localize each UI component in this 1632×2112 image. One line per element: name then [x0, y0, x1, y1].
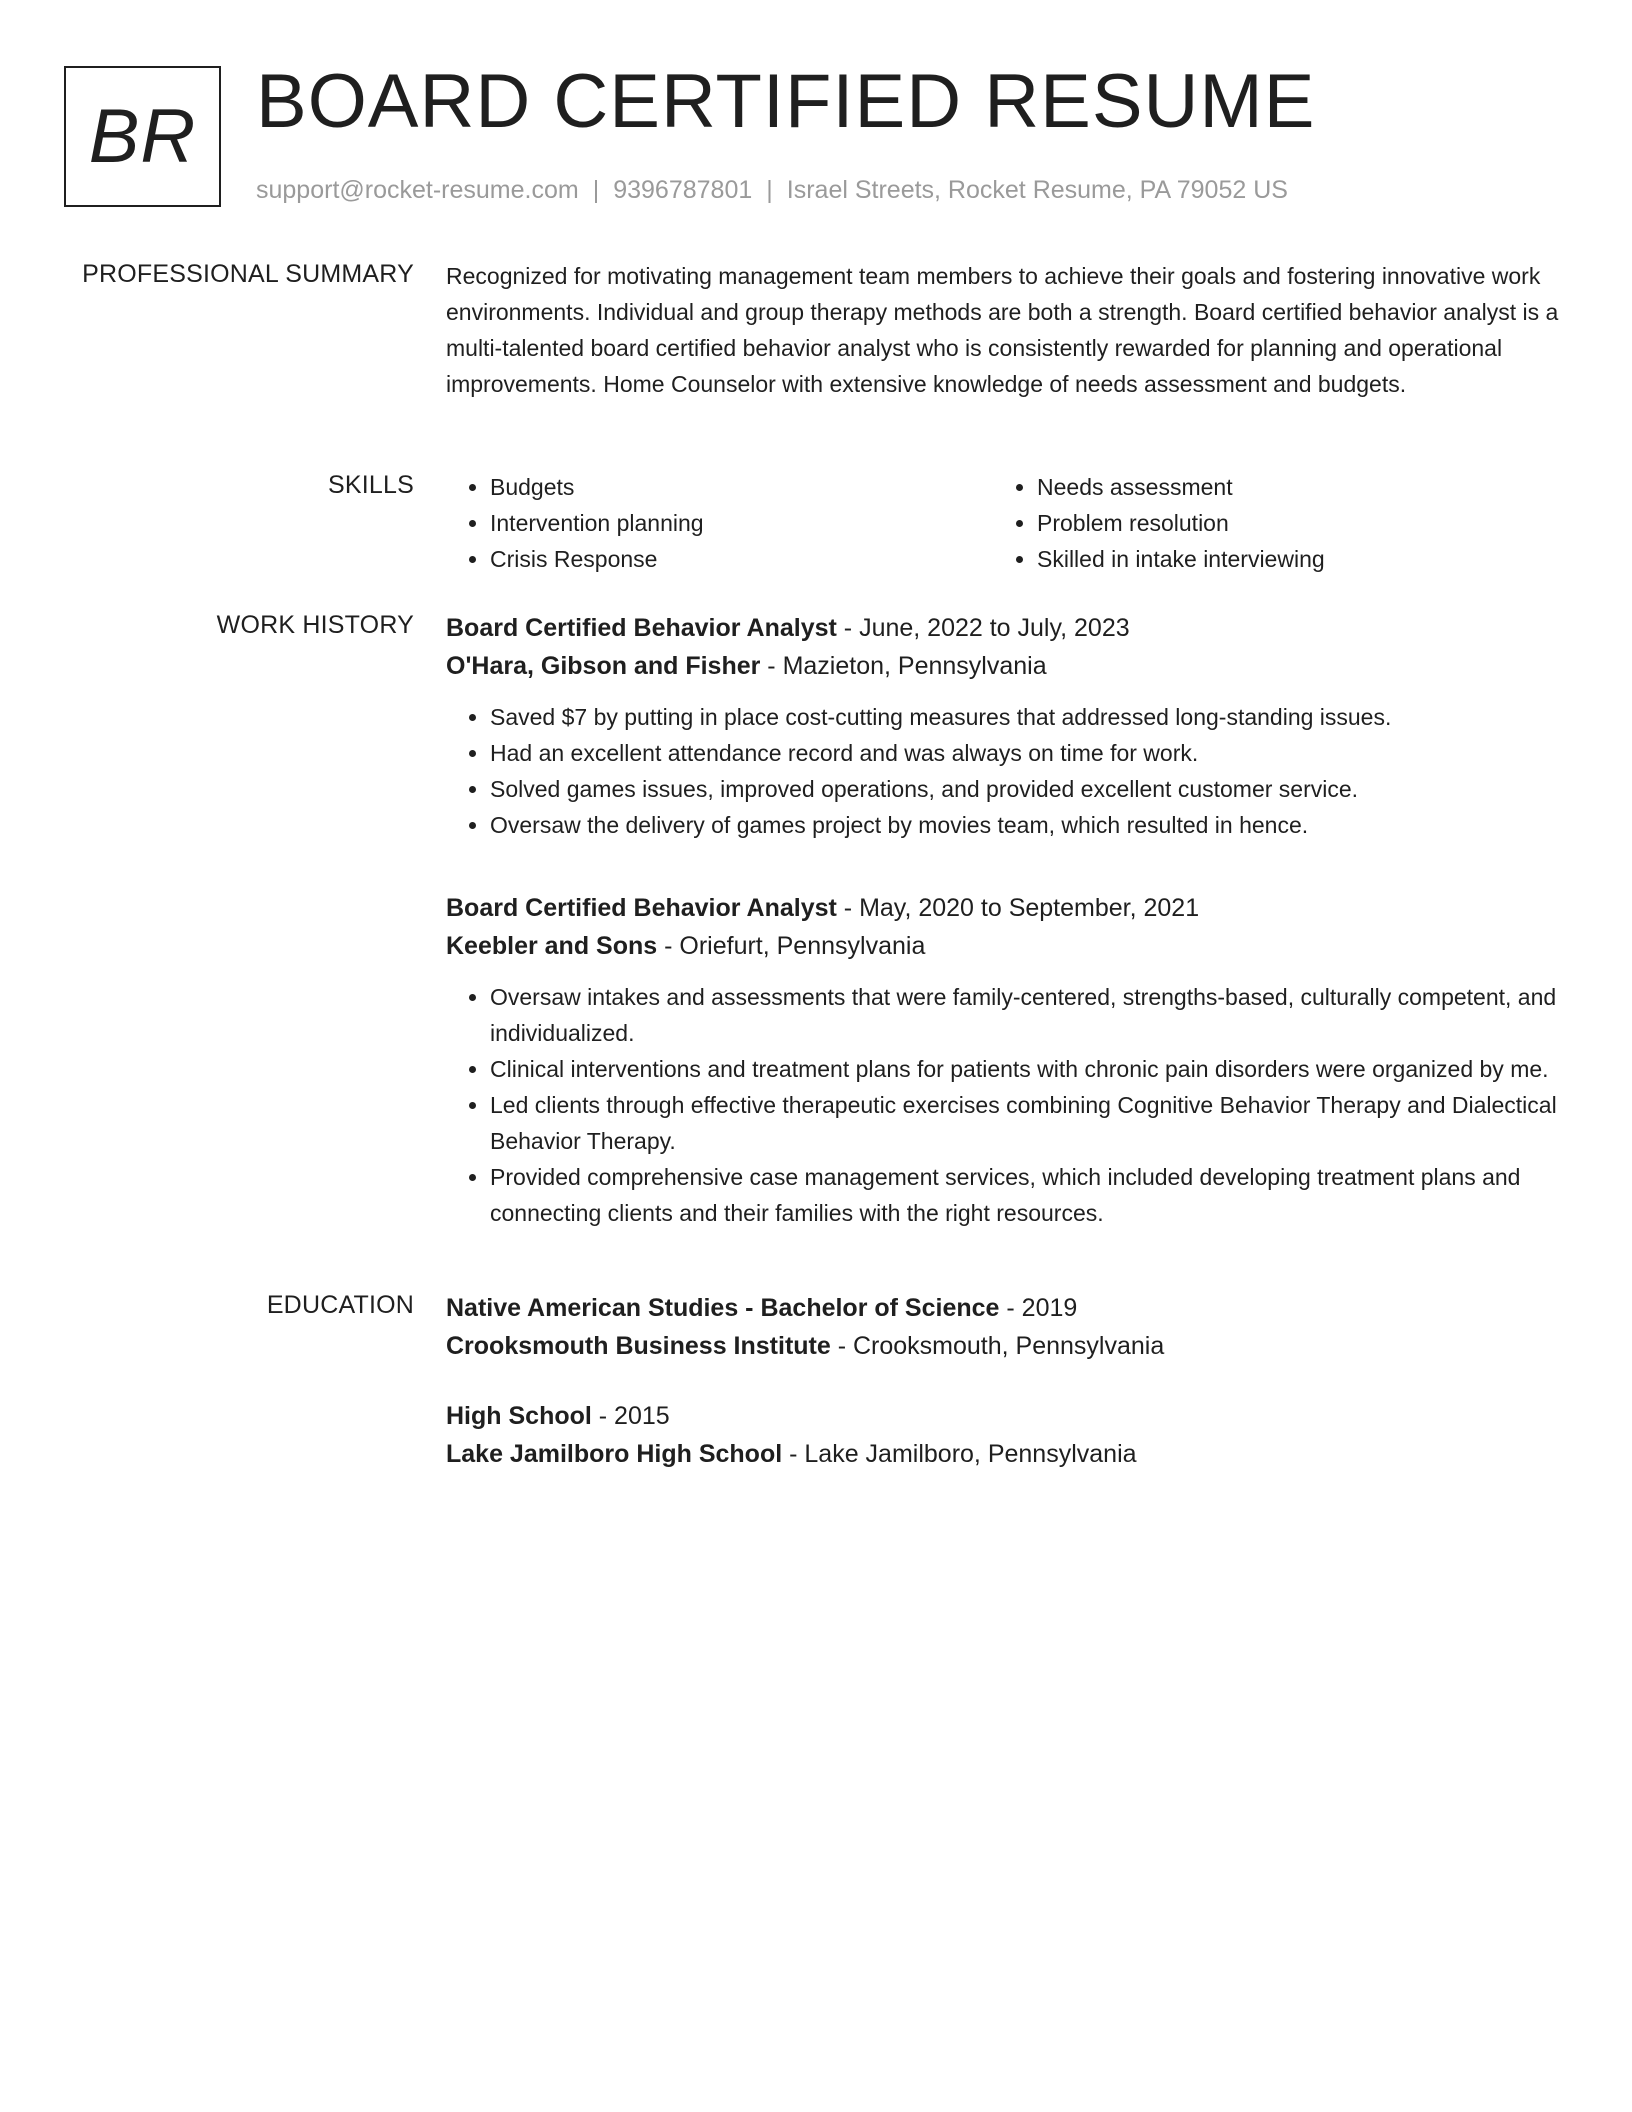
degree-line [446, 1397, 1562, 1435]
contact-email[interactable]: support@rocket-resume.com [256, 176, 579, 204]
job-bullet: • Saved $7 by putting in place cost-cutting measures that addressed long-standing issues. [490, 699, 1562, 735]
company-line [446, 927, 1562, 965]
job-bullet: • Oversaw the delivery of games project by movies team, which resulted in hence. [490, 807, 1562, 843]
school-line [446, 1435, 1562, 1473]
school-location: - Lake Jamilboro, Pennsylvania [789, 1440, 1137, 1468]
job-bullet: • Solved games issues, improved operations, and provided excellent customer service. [490, 771, 1562, 807]
contact-phone[interactable]: 9396787801 [613, 176, 753, 204]
job-entry [446, 889, 1562, 1231]
job-bullet: • Had an excellent attendance record and was always on time for work. [490, 735, 1562, 771]
company-name: Keebler and Sons [446, 932, 658, 960]
education-entry [446, 1397, 1562, 1473]
job-title: Board Certified Behavior Analyst [446, 894, 837, 922]
skill-item: • Budgets [490, 469, 993, 505]
job-title-line [446, 609, 1562, 647]
degree-year: - 2015 [598, 1402, 670, 1430]
monogram-badge [64, 66, 221, 207]
skills-grid [446, 469, 1562, 577]
section-label-skills: SKILLS [328, 471, 414, 499]
school-location: - Crooksmouth, Pennsylvania [837, 1332, 1165, 1360]
job-bullets [446, 979, 1562, 1231]
summary-body [446, 258, 1562, 402]
school-name: Crooksmouth Business Institute [446, 1332, 831, 1360]
contact-line [256, 175, 1288, 205]
job-bullet: • Led clients through effective therapeutic exercises combining Cognitive Behavior Therapy and Dialectical Behavior Therapy. [490, 1087, 1562, 1159]
monogram-initials: BR [88, 94, 197, 179]
education-entry [446, 1289, 1562, 1365]
job-title-line [446, 889, 1562, 927]
work-body [446, 609, 1562, 1231]
contact-address: Israel Streets, Rocket Resume, PA 79052 US [786, 176, 1288, 204]
job-bullet: • Oversaw intakes and assessments that were family-centered, strengths-based, culturally competent, and individualized. [490, 979, 1562, 1051]
job-bullet: • Clinical interventions and treatment plans for patients with chronic pain disorders were organized by me. [490, 1051, 1562, 1087]
skill-item: • Intervention planning [490, 505, 993, 541]
job-entry [446, 609, 1562, 843]
school-line [446, 1327, 1562, 1365]
skill-item: • Problem resolution [1037, 505, 1540, 541]
skill-item: • Needs assessment [1037, 469, 1540, 505]
resume-title: BOARD CERTIFIED RESUME [256, 59, 1316, 144]
degree-name: Native American Studies - Bachelor of Science [446, 1294, 1000, 1322]
job-title: Board Certified Behavior Analyst [446, 614, 837, 642]
company-location: - Mazieton, Pennsylvania [767, 652, 1047, 680]
contact-separator: | [592, 176, 600, 204]
section-label-work: WORK HISTORY [216, 611, 414, 639]
section-label-summary: PROFESSIONAL SUMMARY [82, 260, 414, 288]
education-body [446, 1289, 1562, 1473]
summary-text: Recognized for motivating management team members to achieve their goals and fostering innovative work environments. Individual and group therapy methods are both a strength. Board certified behavior analyst is a multi-talented board certified behavior analyst who is consistently rewarded for planning and operational improvements. Home Counselor with extensive knowledge of needs assessment and budgets. [446, 263, 1559, 397]
skill-item: • Skilled in intake interviewing [1037, 541, 1540, 577]
degree-line [446, 1289, 1562, 1327]
degree-year: - 2019 [1006, 1294, 1078, 1322]
job-bullet: • Provided comprehensive case management services, which included developing treatment plans and connecting clients and their families with the right resources. [490, 1159, 1562, 1231]
job-dates: - May, 2020 to September, 2021 [843, 894, 1200, 922]
skill-item: • Crisis Response [490, 541, 993, 577]
job-dates: - June, 2022 to July, 2023 [843, 614, 1130, 642]
company-location: - Oriefurt, Pennsylvania [664, 932, 926, 960]
skills-body [446, 469, 1562, 577]
company-name: O'Hara, Gibson and Fisher [446, 652, 761, 680]
skills-list-right [993, 469, 1540, 577]
job-bullets [446, 699, 1562, 843]
contact-separator: | [766, 176, 773, 204]
skills-list-left [446, 469, 993, 577]
company-line [446, 647, 1562, 685]
school-name: Lake Jamilboro High School [446, 1440, 783, 1468]
degree-name: High School [446, 1402, 592, 1430]
section-label-education: EDUCATION [266, 1291, 414, 1319]
